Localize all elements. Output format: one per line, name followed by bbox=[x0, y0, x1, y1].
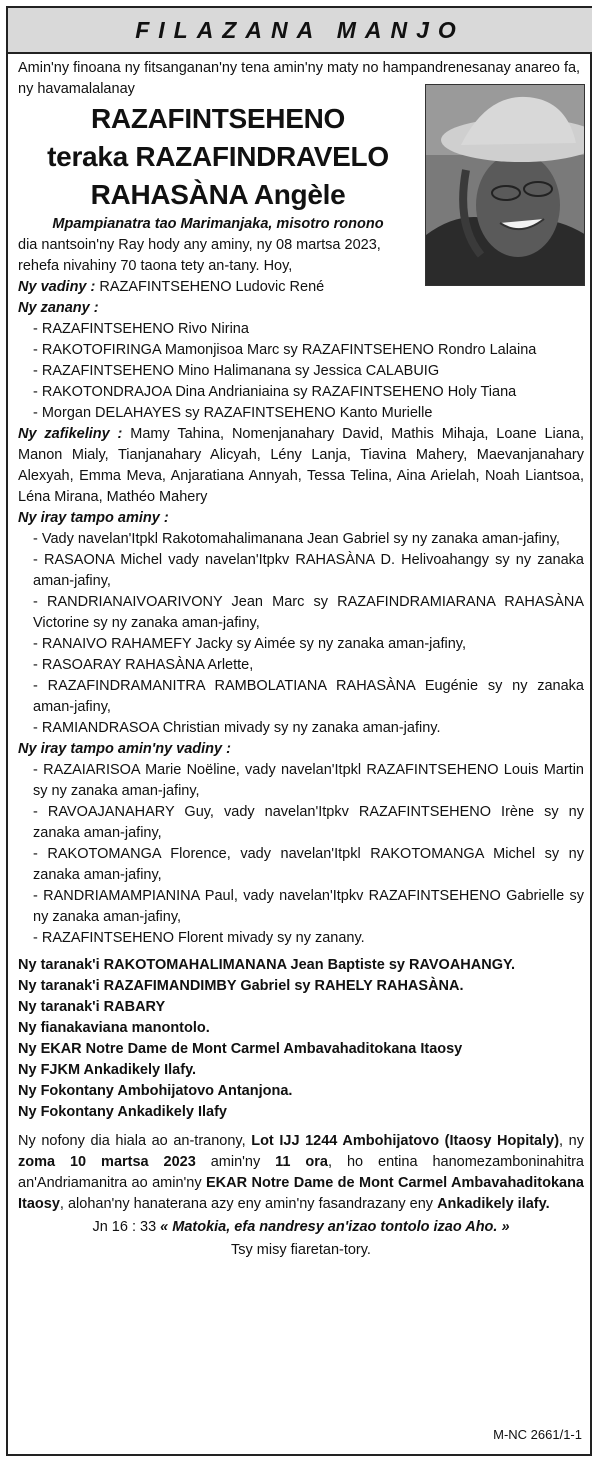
spouse-siblings-label: Ny iray tampo amin'ny vadiny : bbox=[18, 741, 231, 757]
funeral-time: 11 ora bbox=[275, 1154, 328, 1170]
list-item: - RASAONA Michel vady navelan'Itpkv RAHASÀNA D. Helivoahangy sy ny zanaka aman-jafiny, bbox=[33, 552, 584, 589]
list-item: - RANDRIANAIVOARIVONY Jean Marc sy RAZAFINDRAMIARANA RAHASÀNA Victorine sy ny zanaka aman-jafiny, bbox=[33, 594, 584, 631]
funeral-text: amin'ny bbox=[195, 1154, 276, 1170]
list-item: - RAZAIARISOA Marie Noëline, vady navelan'Itpkl RAZAFINTSEHENO Louis Martin sy ny zanaka aman-jafiny, bbox=[33, 762, 584, 799]
funeral-text: , ho entina hanomezamboninahitra an'Andriamanitra ao amin'ny bbox=[18, 1154, 584, 1191]
siblings-list bbox=[18, 529, 584, 739]
spouse-label: Ny vadiny : bbox=[18, 279, 96, 295]
spouse-siblings-list bbox=[18, 760, 584, 949]
funeral-text: Ny nofony dia hiala ao an-tranony, bbox=[18, 1133, 252, 1149]
list-item: - RAZAFINDRAMANITRA RAMBOLATIANA RAHASÀNA Eugénie sy ny zanaka aman-jafiny, bbox=[33, 678, 584, 715]
spouse-name: RAZAFINTSEHENO Ludovic René bbox=[99, 279, 325, 295]
funeral-church: EKAR Notre Dame de Mont Carmel Ambavahaditokana Itaosy bbox=[18, 1175, 584, 1212]
family-line: Ny Fokontany Ankadikely Ilafy bbox=[18, 1104, 227, 1120]
age-text: rehefa nivahiny 70 taona tety an-tany. Hoy, bbox=[18, 258, 293, 274]
deceased-name-line3: RAHASÀNA Angèle bbox=[90, 179, 346, 210]
list-item: - Morgan DELAHAYES sy RAZAFINTSEHENO Kanto Murielle bbox=[33, 405, 433, 421]
ad-reference: M-NC 2661/1-1 bbox=[493, 1427, 582, 1442]
family-line: Ny taranak'i RAZAFIMANDIMBY Gabriel sy RAHELY RAHASÀNA. bbox=[18, 978, 464, 994]
notice-body bbox=[18, 58, 584, 1261]
verse-reference: Jn 16 : 33 bbox=[92, 1219, 161, 1235]
list-item: - RANDRIAMAMPIANINA Paul, vady navelan'Itpkv RAZAFINTSEHENO Gabrielle sy ny zanaka aman-jafiny, bbox=[33, 888, 584, 925]
spouse-line bbox=[18, 277, 584, 298]
deceased-name-line1: RAZAFINTSEHENO bbox=[90, 103, 346, 134]
grandchildren-label: Ny zafikeliny : bbox=[18, 426, 123, 442]
list-item: - RAZAFINTSEHENO Mino Halimanana sy Jessica CALABUIG bbox=[33, 363, 440, 379]
list-item: - Vady navelan'Itpkl Rakotomahalimanana Jean Gabriel sy ny zanaka aman-jafiny, bbox=[33, 531, 560, 547]
family-line: Ny EKAR Notre Dame de Mont Carmel Ambavahaditokana Itaosy bbox=[18, 1041, 463, 1057]
grandchildren-paragraph bbox=[18, 424, 584, 508]
children-list bbox=[18, 319, 584, 424]
header-bar bbox=[8, 8, 592, 54]
children-label: Ny zanany : bbox=[18, 300, 99, 316]
funeral-paragraph bbox=[18, 1131, 584, 1215]
siblings-label: Ny iray tampo aminy : bbox=[18, 510, 169, 526]
family-line: Ny Fokontany Ambohijatovo Antanjona. bbox=[18, 1083, 293, 1099]
funeral-text: , alohan'ny hanaterana azy eny amin'ny fasandrazany eny bbox=[59, 1196, 438, 1212]
family-line: Ny taranak'i RABARY bbox=[18, 999, 166, 1015]
family-line: Ny taranak'i RAKOTOMAHALIMANANA Jean Baptiste sy RAVOAHANGY. bbox=[18, 957, 516, 973]
deceased-name-line2: teraka RAZAFINDRAVELO bbox=[47, 141, 389, 172]
list-item: - RASOARAY RAHASÀNA Arlette, bbox=[33, 657, 254, 673]
grandchildren-names: Mamy Tahina, Nomenjanahary David, Mathis Mihaja, Loane Liana, Manon Mialy, Tianjanahary Alicyah, Lény Lanja, Tiavina Mahery, Maevanjanahary Alexyah, Emma Meva, Anjaratiana Annyah, Tessa Telina, Aina Arielah, Noah Liantsoa, Léna Mirana, Mathéo Mahery bbox=[18, 426, 584, 505]
list-item: - RAMIANDRASOA Christian mivady sy ny zanaka aman-jafiny. bbox=[33, 720, 441, 736]
verse-text: « Matokia, efa nandresy an'izao tontolo izao Aho. » bbox=[160, 1219, 510, 1235]
list-item: - RAKOTOFIRINGA Mamonjisoa Marc sy RAZAFINTSEHENO Rondro Lalaina bbox=[33, 342, 537, 358]
list-item: - RAZAFINTSEHENO Rivo Nirina bbox=[33, 321, 249, 337]
family-line: Ny FJKM Ankadikely Ilafy. bbox=[18, 1062, 197, 1078]
closing-text: Tsy misy fiaretan-tory. bbox=[231, 1242, 371, 1258]
intro-text: Amin'ny finoana ny fitsanganan'ny tena amin'ny maty no hampandrenesanay anareo fa, ny havamalalanay bbox=[18, 60, 581, 97]
funeral-location: Lot IJJ 1244 Ambohijatovo (Itaosy Hopitaly) bbox=[251, 1133, 560, 1149]
burial-place: Ankadikely ilafy. bbox=[437, 1196, 550, 1212]
notice-title: FILAZANA MANJO bbox=[135, 17, 465, 43]
list-item: - RAVOAJANAHARY Guy, vady navelan'Itpkv RAZAFINTSEHENO Irène sy ny zanaka aman-jafiny, bbox=[33, 804, 584, 841]
deceased-role: Mpampianatra tao Marimanjaka, misotro ronono bbox=[52, 216, 384, 232]
families-list bbox=[18, 955, 584, 1123]
list-item: - RAKOTOMANGA Florence, vady navelan'Itpkl RAKOTOMANGA Michel sy ny zanaka aman-jafiny, bbox=[33, 846, 584, 883]
list-item: - RAZAFINTSEHENO Florent mivady sy ny zanany. bbox=[33, 930, 365, 946]
list-item: - RANAIVO RAHAMEFY Jacky sy Aimée sy ny zanaka aman-jafiny, bbox=[33, 636, 466, 652]
funeral-text: , ny bbox=[559, 1133, 584, 1149]
funeral-date: zoma 10 martsa 2023 bbox=[18, 1154, 196, 1170]
death-date-text: dia nantsoin'ny Ray hody any aminy, ny 08 martsa 2023, bbox=[18, 237, 381, 253]
bible-verse bbox=[18, 1217, 584, 1238]
family-line: Ny fianakaviana manontolo. bbox=[18, 1020, 210, 1036]
list-item: - RAKOTONDRAJOA Dina Andrianiaina sy RAZAFINTSEHENO Holy Tiana bbox=[33, 384, 517, 400]
